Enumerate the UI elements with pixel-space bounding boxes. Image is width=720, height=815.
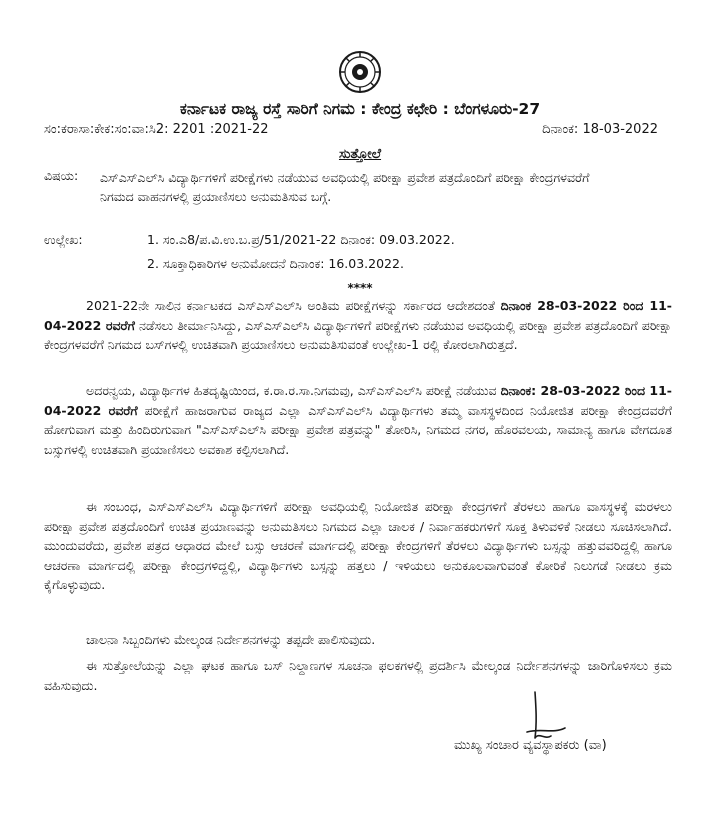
reference-item-2: 2. ಸೂಕ್ತಾಧಿಕಾರಿಗಳ ಅನುಮೋದನೆ ದಿನಾಂಕ: 16.03.2022. [147, 256, 404, 271]
paragraph-1-text-c: ನಡೆಸಲು ತೀರ್ಮಾನಿಸಿದ್ದು, ಎಸ್‌ಎಸ್‌ಎಲ್‌ಸಿ ವಿದ್ಯಾರ್ಥಿಗಳಿಗೆ ಪರೀಕ್ಷೆಗಳು ನಡೆಯುವ ಅವಧಿಯಲ್ಲಿ ಪರೀಕ್ಷಾ ಪ್ರವೇಶ ಪತ್ರದೊಂದಿಗೆ ಪರೀಕ್ಷಾ ಕೇಂದ್ರಗಳವರೆಗೆ ನಿಗಮದ ಬಸ್‌ಗಳಲ್ಲಿ ಉಚಿತವಾಗಿ ಪ್ರಯಾಣಿಸಲು ಅನುಮತಿಸುವಂತೆ ಉಲ್ಲೇಖ-1 ರಲ್ಲಿ ಕೋರಲಾಗಿರುತ್ತದೆ. [44, 317, 672, 352]
organization-header: ಕರ್ನಾಟಕ ರಾಜ್ಯ ರಸ್ತೆ ಸಾರಿಗೆ ನಿಗಮ : ಕೇಂದ್ರ ಕಛೇರಿ : ಬೆಂಗಳೂರು-27 [179, 100, 541, 118]
reference-item-1: 1. ಸಂ.ಎ8/ಪ.ವಿ.ಉ.ಬ.ಪ್ರ/51/2021-22 ದಿನಾಂಕ: 09.03.2022. [147, 232, 455, 247]
document-title: ಸುತ್ತೋಲೆ [338, 146, 382, 162]
subject-text: ಎಸ್‌ಎಸ್‌ಎಲ್‌ಸಿ ವಿದ್ಯಾರ್ಥಿಗಳಿಗೆ ಪರೀಕ್ಷೆಗಳು ನಡೆಯುವ ಅವಧಿಯಲ್ಲಿ ಪರೀಕ್ಷಾ ಪ್ರವೇಶ ಪತ್ರದೊಂದಿಗೆ ಪರೀಕ್ಷಾ ಕೇಂದ್ರಗಳವರೆಗೆ ನಿಗಮದ ವಾಹನಗಳಲ್ಲಿ ಪ್ರಯಾಣಿಸಲು ಅನುಮತಿಸುವ ಬಗ್ಗೆ. [100, 170, 590, 204]
paragraph-3: ಈ ಸಂಬಂಧ, ಎಸ್‌ಎಸ್‌ಎಲ್‌ಸಿ ವಿದ್ಯಾರ್ಥಿಗಳಿಗೆ ಪರೀಕ್ಷಾ ಅವಧಿಯಲ್ಲಿ ನಿಯೋಜಿತ ಪರೀಕ್ಷಾ ಕೇಂದ್ರಗಳಿಗೆ ತೆರಳಲು ಹಾಗೂ ವಾಸಸ್ಥಳಕ್ಕೆ ಮರಳಲು ಪರೀಕ್ಷಾ ಪ್ರವೇಶ ಪತ್ರದೊಂದಿಗೆ ಉಚಿತ ಪ್ರಯಾಣವನ್ನು ಅನುಮತಿಸಲು ನಿಗಮದ ಎಲ್ಲಾ ಚಾಲಕ / ನಿರ್ವಾಹಕರುಗಳಿಗೆ ಸೂಕ್ತ ತಿಳುವಳಿಕೆ ನೀಡಲು ಸೂಚಿಸಲಾಗಿದೆ. ಮುಂದುವರೆದು, ಪ್ರವೇಶ ಪತ್ರದ ಆಧಾರದ ಮೇಲೆ ಬಸ್ಸು ಆಚರಣೆ ಮಾರ್ಗದಲ್ಲಿ ಪರೀಕ್ಷಾ ಕೇಂದ್ರಗಳಿಗೆ ತೆರಳಲು ವಿದ್ಯಾರ್ಥಿಗಳು ಬಸ್ಸನ್ನು ಹತ್ತುವವರಿದ್ದಲ್ಲಿ ಹಾಗೂ ಆಚರಣಾ ಮಾರ್ಗದಲ್ಲಿ ಪರೀಕ್ಷಾ ಕೇಂದ್ರಗಳಿದ್ದಲ್ಲಿ, ವಿದ್ಯಾರ್ಥಿಗಳು ಬಸ್ಸನ್ನು ಹತ್ತಲು / ಇಳಿಯಲು ಅನುಕೂಲವಾಗುವಂತೆ ಕೋರಿಕೆ ನಿಲುಗಡೆ ನೀಡಲು ಕ್ರಮ ಕೈಗೊಳ್ಳುವುದು. [44, 499, 672, 592]
paragraph-2-text-a: ಅದರನ್ವಯ, ವಿದ್ಯಾರ್ಥಿಗಳ ಹಿತದೃಷ್ಟಿಯಿಂದ, ಕ.ರಾ.ರ.ಸಾ.ನಿಗಮವು, ಎಸ್‌ಎಸ್‌ಎಲ್‌ಸಿ ಪರೀಕ್ಷೆ ನಡೆಯುವ [86, 383, 501, 398]
paragraph-2-dates: ದಿನಾಂಕ: 28-03-2022 ರಿಂದ 11-04-2022 ರವರೆಗೆ [44, 383, 672, 418]
paragraph-1 [44, 296, 672, 355]
paragraph-1-text-a: 2021-22ನೇ ಸಾಲಿನ ಕರ್ನಾಟಕದ ಎಸ್‌ಎಸ್‌ಎಲ್‌ಸಿ ಅಂತಿಮ ಪರೀಕ್ಷೆಗಳನ್ನು ಸರ್ಕಾರದ ಆದೇಶದಂತೆ [86, 298, 501, 313]
paragraph-2 [44, 381, 672, 459]
separator: **** [347, 281, 373, 295]
references-label: ಉಲ್ಲೇಖ: [44, 232, 83, 247]
subject-label: ವಿಷಯ: [44, 168, 79, 183]
paragraph-1-dates: ದಿನಾಂಕ 28-03-2022 ರಿಂದ 11-04-2022 ರವರೆಗೆ [44, 298, 672, 333]
reference-number: ಸಂ:ಕರಾಸಾ:ಕೇಕ:ಸಂ:ವಾ:ಸಿ2: 2201 :2021-22 [44, 122, 269, 137]
paragraph-2-text-c: ಪರೀಕ್ಷೆಗೆ ಹಾಜರಾಗುವ ರಾಜ್ಯದ ಎಲ್ಲಾ ಎಸ್‌ಎಸ್‌ಎಲ್‌ಸಿ ವಿದ್ಯಾರ್ಥಿಗಳು ತಮ್ಮ ವಾಸಸ್ಥಳದಿಂದ ನಿಯೋಜಿತ ಪರೀಕ್ಷಾ ಕೇಂದ್ರದವರೆಗೆ ಹೋಗುವಾಗ ಮತ್ತು ಹಿಂದಿರುಗುವಾಗ "ಎಸ್‌ಎಸ್‌ಎಲ್‌ಸಿ ಪರೀಕ್ಷಾ ಪ್ರವೇಶ ಪತ್ರವನ್ನು" ತೋರಿಸಿ, ನಿಗಮದ ನಗರ, ಹೊರವಲಯ, ಸಾಮಾನ್ಯ ಹಾಗೂ ವೇಗದೂತ ಬಸ್ಸುಗಳಲ್ಲಿ ಉಚಿತವಾಗಿ ಪ್ರಯಾಣಿಸಲು ಅವಕಾಶ ಕಲ್ಪಿಸಲಾಗಿದೆ. [44, 402, 672, 457]
paragraph-5: ಈ ಸುತ್ತೋಲೆಯನ್ನು ಎಲ್ಲಾ ಘಟಕ ಹಾಗೂ ಬಸ್ ನಿಲ್ದಾಣಗಳ ಸೂಚನಾ ಫಲಕಗಳಲ್ಲಿ ಪ್ರದರ್ಶಿಸಿ ಮೇಲ್ಕಂಡ ನಿರ್ದೇಶನಗಳನ್ನು ಜಾರಿಗೊಳಿಸಲು ಕ್ರಮ ವಹಿಸುವುದು. [44, 658, 672, 693]
ksrtc-emblem-icon [338, 50, 382, 94]
paragraph-4: ಚಾಲನಾ ಸಿಬ್ಬಂದಿಗಳು ಮೇಲ್ಕಂಡ ನಿರ್ದೇಶನಗಳನ್ನು ತಪ್ಪದೇ ಪಾಲಿಸುವುದು. [86, 632, 376, 647]
document-date: ದಿನಾಂಕ: 18-03-2022 [542, 122, 658, 137]
signatory-designation: ಮುಖ್ಯ ಸಂಚಾರ ವ್ಯವಸ್ಥಾಪಕರು (ವಾ) [454, 738, 607, 753]
